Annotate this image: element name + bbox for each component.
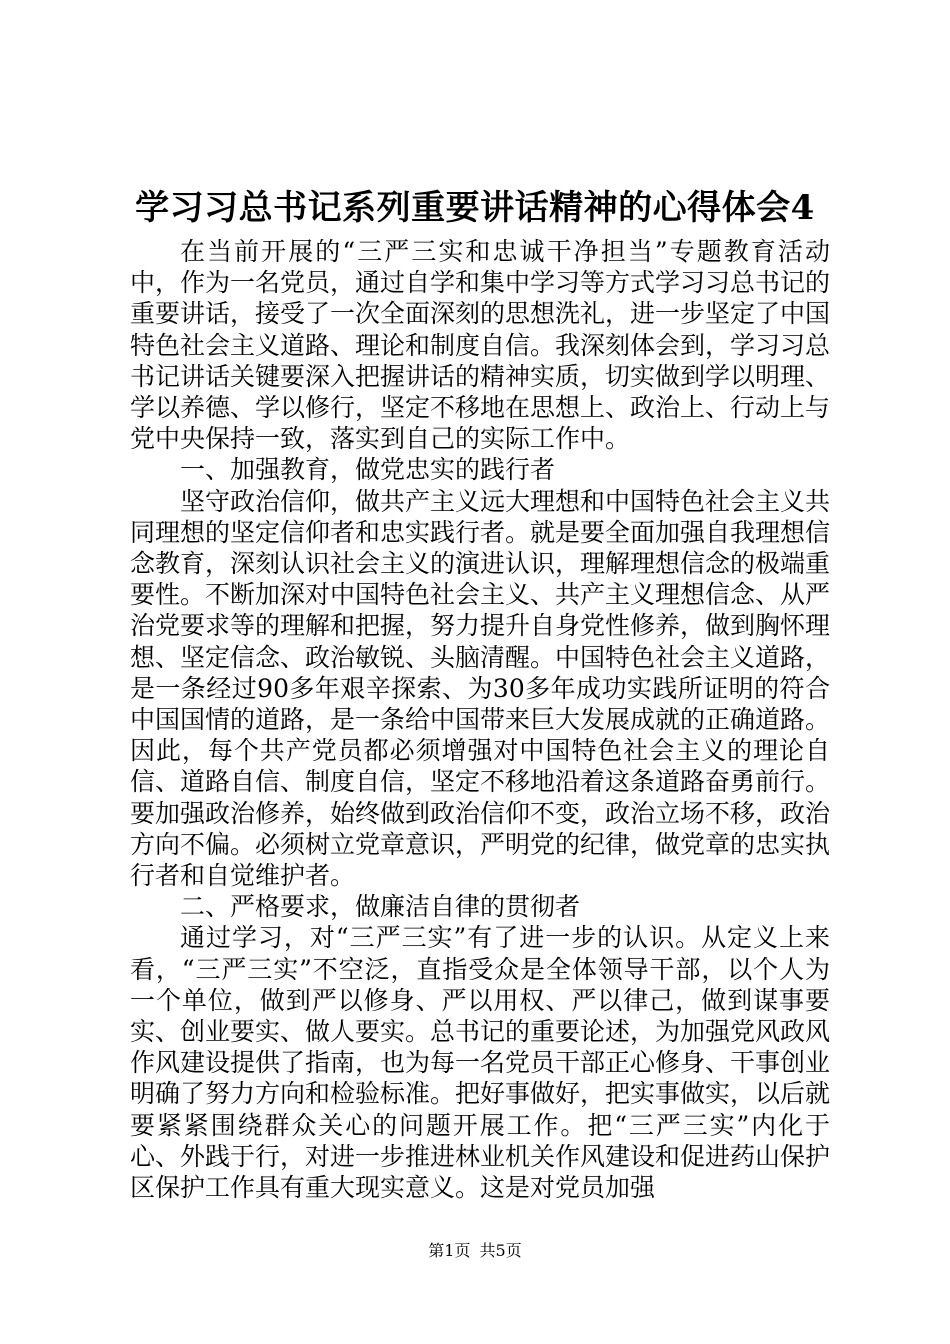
paragraph-section-2: 通过学习，对“三严三实”有了进一步的认识。从定义上来看，“三严三实”不空泛，直指受众是全体领导干部，以个人为一个单位，做到严以修身、严以用权、严以律己，做到谋事要实、创业要实、做人要实。总书记的重要论述，为加强党风政风作风建设提供了指南，也为每一名党员干部正心修身、干事创业明确了努力方向和检验标准。把好事做好，把实事做实，以后就要紧紧围绕群众关心的问题开展工作。把“三严三实”内化于心、外践于行，对进一步推进林业机关作风建设和促进药山保护区保护工作具有重大现实意义。这是对党员加强 [130,923,831,1203]
section-heading-2: 二、严格要求，做廉洁自律的贯彻者 [180,892,581,922]
paragraph-intro: 在当前开展的“三严三实和忠诚干净担当”专题教育活动中，作为一名党员，通过自学和集中学习等方式学习习总书记的重要讲话，接受了一次全面深刻的思想洗礼，进一步坚定了中国特色社会主义道路、理论和制度自信。我深刻体会到，学习习总书记讲话关键要深入把握讲话的精神实质，切实做到学以明理、学以养德、学以修行，坚定不移地在思想上、政治上、行动上与党中央保持一致，落实到自己的实际工作中。 [130,237,831,454]
page-number: 第1页 [428,1241,471,1260]
document-body [130,236,830,1203]
paragraph-section-1: 坚守政治信仰，做共产主义远大理想和中国特色社会主义共同理想的坚定信仰者和忠实践行者。就是要全面加强自我理想信念教育，深刻认识社会主义的演进认识，理解理想信念的极端重要性。不断加深对中国特色社会主义、共产主义理想信念、从严治党要求等的理解和把握，努力提升自身党性修养，做到胸怀理想、坚定信念、政治敏锐、头脑清醒。中国特色社会主义道路，是一条经过90多年艰辛探索、为30多年成功实践所证明的符合中国国情的道路，是一条给中国带来巨大发展成就的正确道路。因此，每个共产党员都必须增强对中国特色社会主义的理论自信、道路自信、制度自信，坚定不移地沿着这条道路奋勇前行。要加强政治修养，始终做到政治信仰不变，政治立场不移，政治方向不偏。必须树立党章意识，严明党的纪律，做党章的忠实执行者和自觉维护者。 [130,486,831,891]
section-heading-1: 一、加强教育，做党忠实的践行者 [180,455,556,485]
page-footer [0,1240,950,1262]
document-title: 学习习总书记系列重要讲话精神的心得体会4 [135,188,815,228]
page-total: 共5页 [479,1241,522,1260]
